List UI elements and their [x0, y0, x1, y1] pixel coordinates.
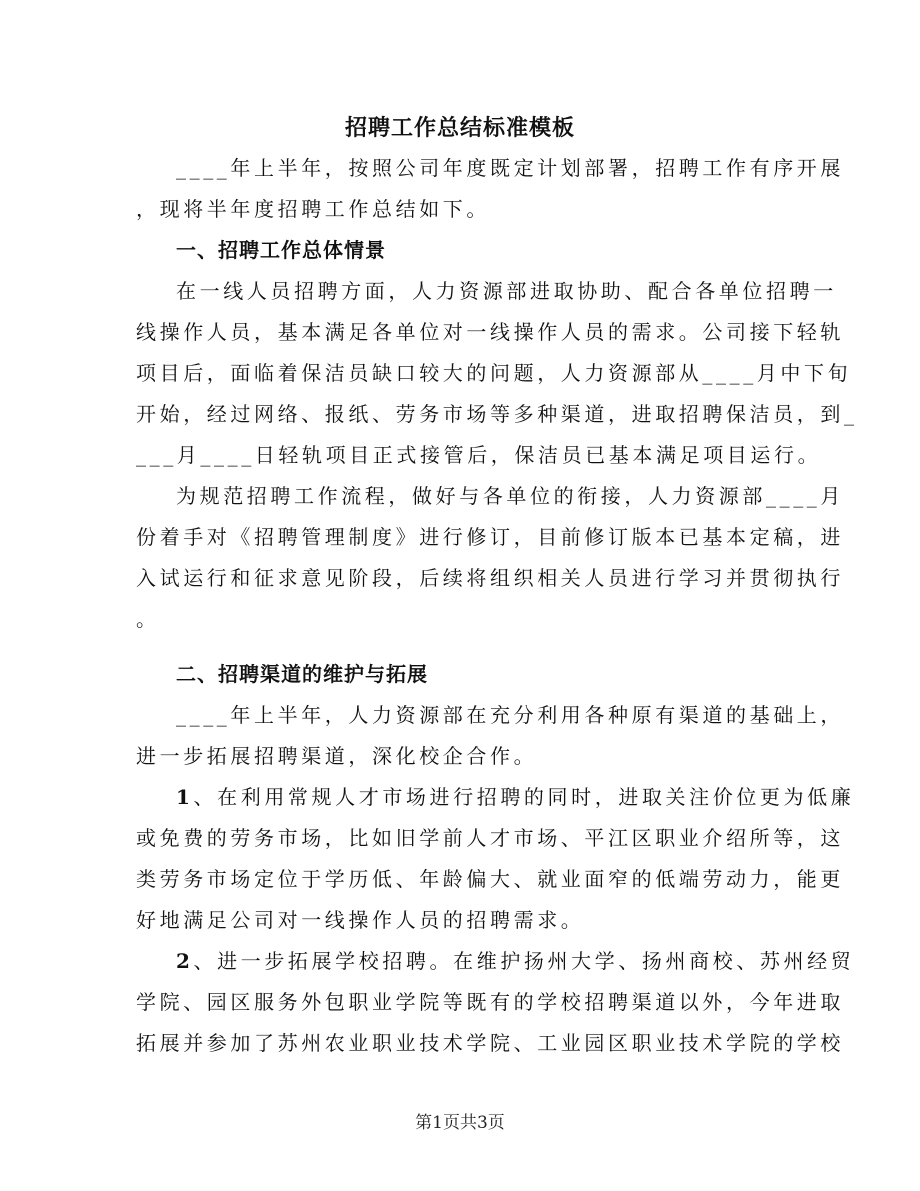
document-title: 招聘工作总结标准模板: [344, 115, 575, 141]
section-1-paragraph-1: [136, 271, 858, 476]
intro-paragraph: [136, 148, 844, 230]
section-1-paragraph-2: [136, 476, 844, 640]
paragraph-line: 好地满足公司对一线操作人员的招聘需求。: [136, 908, 585, 932]
paragraph-line: 在一线人员招聘方面，人力资源部进取协助、配合各单位招聘一: [176, 279, 837, 303]
paragraph-line: 线操作人员，基本满足各单位对一线操作人员的需求。公司接下轻轨: [136, 320, 844, 344]
section-2-paragraph-1: [136, 695, 844, 777]
paragraph-line: 项目后，面临着保洁员缺口较大的问题，人力资源部从____月中下旬: [136, 361, 852, 385]
page-indicator: 第1页共3页: [415, 1113, 505, 1133]
paragraph-line: 。: [136, 607, 160, 631]
paragraph-line: 开始，经过网络、报纸、劳务市场等多种渠道，进取招聘保洁员，到_: [136, 402, 858, 426]
list-item-first-line: [136, 941, 855, 982]
paragraph-line: 入试运行和征求意见阶段，后续将组织相关人员进行学习并贯彻执行: [136, 566, 844, 590]
paragraph-line: 拓展并参加了苏州农业职业技术学院、工业园区职业技术学院的学校: [136, 1031, 844, 1055]
paragraph-line: 份着手对《招聘管理制度》进行修订，目前修订版本已基本定稿，进: [136, 525, 844, 549]
list-item-first-line: [136, 777, 855, 818]
section-2-heading: 二、招聘渠道的维护与拓展: [176, 662, 428, 686]
spacer: [136, 640, 784, 654]
item-number: 1: [176, 785, 194, 809]
paragraph-line: 学院、园区服务外包职业学院等既有的学校招聘渠道以外，今年进取: [136, 990, 844, 1014]
item-text: 、进一步拓展学校招聘。在维护扬州大学、扬州商校、苏州经贸: [193, 949, 855, 973]
section-1-heading: 一、招聘工作总体情景: [176, 238, 386, 262]
section-2-item-1: [136, 777, 855, 941]
paragraph-line: ___月____日轻轨项目正式接管后，保洁员已基本满足项目运行。: [136, 443, 822, 467]
item-text: 、在利用常规人才市场进行招聘的同时，进取关注价位更为低廉: [193, 785, 855, 809]
paragraph-line: 类劳务市场定位于学历低、年龄偏大、就业面窄的低端劳动力，能更: [136, 867, 844, 891]
document-body: [136, 108, 858, 1064]
paragraph-line: 为规范招聘工作流程，做好与各单位的衔接，人力资源部____月: [176, 484, 844, 508]
intro-line-1: ____年上半年，按照公司年度既定计划部署，招聘工作有序开展: [176, 156, 844, 180]
item-number: 2: [176, 949, 194, 973]
paragraph-line: 或免费的劳务市场，比如旧学前人才市场、平江区职业介绍所等，这: [136, 826, 844, 850]
paragraph-line: ____年上半年，人力资源部在充分利用各种原有渠道的基础上，: [176, 703, 844, 727]
paragraph-line: 进一步拓展招聘渠道，深化校企合作。: [136, 744, 538, 768]
section-2-item-2: [136, 941, 855, 1064]
intro-line-2: ，现将半年度招聘工作总结如下。: [136, 197, 490, 221]
